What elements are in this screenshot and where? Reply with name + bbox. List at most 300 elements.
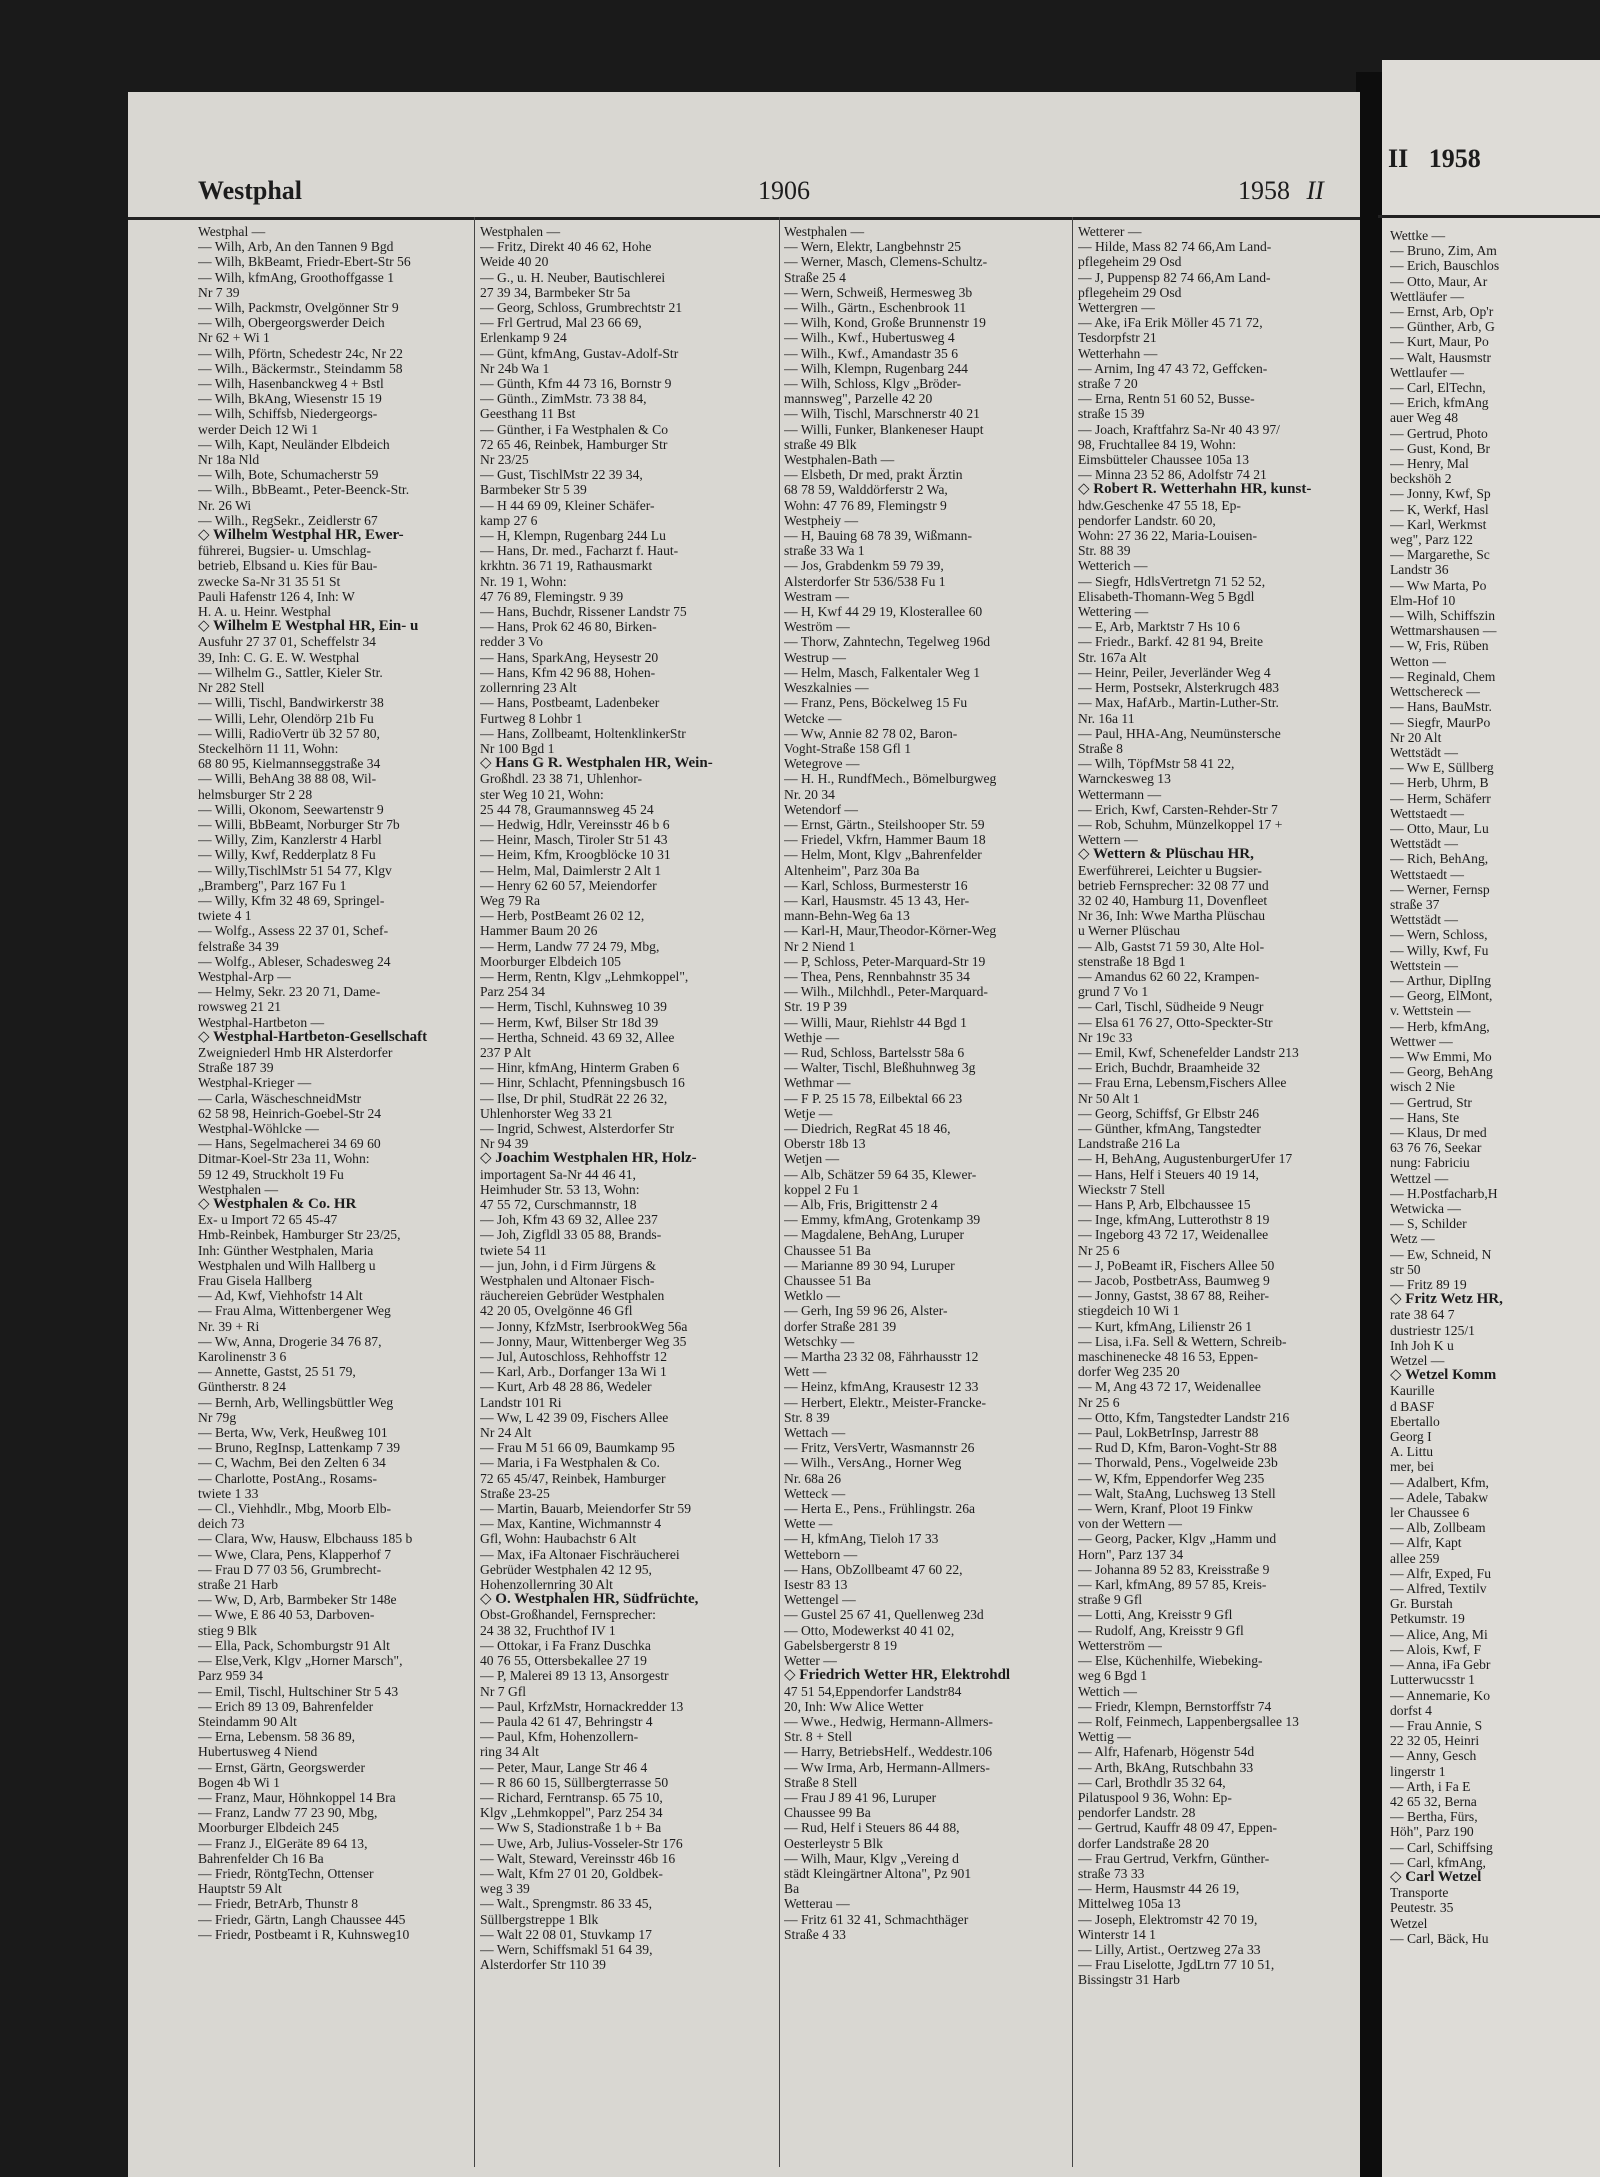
- directory-entry-line: — Ottokar, i Fa Franz Duschka: [480, 1637, 651, 1653]
- directory-entry-line: — Walt, Steward, Vereinsstr 46b 16: [480, 1850, 676, 1866]
- directory-entry-line: 39, Inh: C. G. E. W. Westphal: [198, 649, 360, 665]
- facing-page: [1382, 60, 1600, 2177]
- directory-entry-line: 40 76 55, Ottersbekallee 27 19: [480, 1653, 647, 1669]
- directory-entry-line: Wettstädt —: [1390, 912, 1458, 928]
- directory-entry-line: 47 55 72, Curschmannstr, 18: [480, 1197, 637, 1212]
- directory-entry-line: — Willi, BehAng 38 88 08, Wil-: [198, 771, 377, 787]
- directory-entry-line: dorfst 4: [1390, 1702, 1432, 1718]
- directory-entry-line: — Friedel, Vkfrn, Hammer Baum 18: [784, 832, 986, 848]
- directory-entry-line: — Ella, Pack, Schomburgstr 91 Alt: [198, 1637, 390, 1653]
- directory-entry-line: — Siegfr, HdlsVertretgn 71 52 52,: [1078, 573, 1266, 589]
- directory-entry-line: — Wilh, BkBeamt, Friedr-Ebert-Str 56: [198, 254, 411, 270]
- directory-entry-line: 59 12 49, Struckholt 19 Fu: [198, 1166, 344, 1182]
- directory-entry-line: ◇ Joachim Westphalen HR, Holz-: [480, 1151, 697, 1167]
- directory-entry-line: — Frau D 77 03 56, Grumbrecht-: [198, 1561, 382, 1577]
- directory-entry-line: — Georg, Schloss, Grumbrechtstr 21: [480, 300, 683, 316]
- directory-entry-line: Barmbeker Str 5 39: [480, 482, 587, 498]
- directory-entry-line: ◇ Westphal-Hartbeton-Gesellschaft: [198, 1029, 428, 1045]
- directory-entry-line: — Hans, Zollbeamt, HoltenklinkerStr: [480, 725, 686, 741]
- directory-entry-line: 47 51 54,Eppendorfer Landstr84: [784, 1683, 962, 1699]
- directory-entry-line: — Cl., Viehhdlr., Mbg, Moorb Elb-: [198, 1501, 392, 1517]
- directory-column-4: [1078, 224, 1358, 2164]
- directory-entry-line: Chaussee 51 Ba: [784, 1242, 871, 1258]
- directory-entry-line: Moorburger Elbdeich 245: [198, 1820, 339, 1836]
- directory-entry-line: — Fritz 89 19: [1390, 1277, 1467, 1293]
- directory-entry-line: — Else,Verk, Klgv „Horner Marsch",: [198, 1653, 403, 1669]
- directory-entry-line: Wetz —: [1390, 1231, 1435, 1247]
- directory-entry-line: Westphal-Krieger —: [198, 1075, 312, 1091]
- directory-entry-line: — Alfr, Hafenarb, Högenstr 54d: [1078, 1744, 1255, 1760]
- directory-entry-line: Ewerführerei, Leichter u Bugsier-: [1078, 862, 1262, 878]
- directory-entry-line: — Ww Marta, Po: [1390, 577, 1487, 593]
- directory-entry-line: Landstr 36: [1390, 562, 1449, 578]
- directory-entry-line: Westphalen —: [784, 224, 865, 239]
- directory-entry-line: — Willi, Lehr, Olendörp 21b Fu: [198, 710, 374, 726]
- directory-entry-line: ◇ Wetzel Komm: [1390, 1368, 1497, 1384]
- directory-entry-line: Nr 62 + Wi 1: [198, 330, 270, 346]
- directory-entry-line: maschinenecke 48 16 53, Eppen-: [1078, 1349, 1259, 1365]
- directory-entry-line: ler Chaussee 6: [1390, 1505, 1470, 1521]
- directory-entry-line: — H, Kwf 44 29 19, Klosterallee 60: [784, 604, 983, 620]
- directory-entry-line: ◇ Friedrich Wetter HR, Elektrohdl: [784, 1668, 1011, 1684]
- directory-entry-line: Wetendorf —: [784, 801, 859, 817]
- directory-entry-line: — Wilh, TöpfMstr 58 41 22,: [1078, 756, 1235, 772]
- directory-entry-line: — Helmy, Sekr. 23 20 71, Dame-: [198, 984, 381, 1000]
- directory-entry-line: Karolinenstr 3 6: [198, 1349, 287, 1365]
- directory-entry-line: Westphalen und Wilh Hallberg u: [198, 1257, 376, 1273]
- directory-entry-line: Hubertusweg 4 Niend: [198, 1744, 318, 1760]
- page-title: Westphal: [198, 176, 303, 205]
- directory-entry-line: Nr. 16a 11: [1078, 710, 1135, 726]
- directory-entry-line: Wettengel —: [784, 1592, 856, 1608]
- directory-entry-line: Süllbergstreppe 1 Blk: [480, 1911, 599, 1927]
- directory-entry-line: — Max, HafArb., Martin-Luther-Str.: [1078, 695, 1279, 711]
- facing-year: 1958: [1428, 144, 1481, 173]
- directory-entry-line: — Herm, Schäferr: [1390, 790, 1491, 806]
- directory-entry-line: Transporte: [1390, 1885, 1449, 1901]
- directory-entry-line: 20, Inh: Ww Alice Wetter: [784, 1698, 924, 1714]
- directory-entry-line: Nr 50 Alt 1: [1078, 1090, 1140, 1106]
- directory-entry-line: Straße 4 33: [784, 1926, 846, 1942]
- directory-entry-line: Winterstr 14 1: [1078, 1926, 1156, 1942]
- directory-entry-line: Nr 2 Niend 1: [784, 938, 856, 954]
- directory-entry-line: hdw.Geschenke 47 55 18, Ep-: [1078, 497, 1241, 513]
- directory-entry-line: Nr 24b Wa 1: [480, 360, 550, 376]
- directory-entry-line: — Emil, Tischl, Hultschiner Str 5 43: [198, 1683, 399, 1699]
- directory-entry-line: Straße 187 39: [198, 1060, 274, 1076]
- directory-entry-line: wisch 2 Nie: [1390, 1079, 1455, 1095]
- directory-entry-line: mann-Behn-Weg 6a 13: [784, 908, 910, 924]
- directory-entry-line: werder Deich 12 Wi 1: [198, 421, 318, 437]
- directory-entry-line: — Wilh, kfmAng, Groothoffgasse 1: [198, 269, 395, 285]
- directory-entry-line: Ausfuhr 27 37 01, Scheffelstr 34: [198, 634, 376, 650]
- directory-entry-line: — Wilh, Pförtn, Schedestr 24c, Nr 22: [198, 345, 403, 361]
- directory-entry-line: — Hans, Dr. med., Facharzt f. Haut-: [480, 543, 679, 559]
- directory-entry-line: — Erich 89 13 09, Bahrenfelder: [198, 1698, 374, 1714]
- directory-entry-line: — Herb, Uhrm, B: [1390, 775, 1489, 791]
- directory-entry-line: Geesthang 11 Bst: [480, 406, 576, 422]
- directory-entry-line: twiete 1 33: [198, 1485, 259, 1501]
- directory-entry-line: — Joh, Zigfldl 33 05 88, Brands-: [480, 1227, 662, 1243]
- directory-entry-line: helmsburger Str 2 28: [198, 786, 313, 802]
- directory-entry-line: — Ww E, Süllberg: [1390, 760, 1494, 776]
- directory-entry-line: Wetteborn —: [784, 1546, 858, 1562]
- directory-entry-line: Westphalen —: [480, 224, 561, 239]
- directory-entry-line: Westrup —: [784, 649, 846, 665]
- directory-entry-line: — Bruno, RegInsp, Lattenkamp 7 39: [198, 1440, 400, 1456]
- directory-entry-line: Westram —: [784, 588, 849, 604]
- directory-entry-line: — Wilh., Kwf., Amandastr 35 6: [784, 345, 959, 361]
- directory-entry-line: — Lilly, Artist., Oertzweg 27a 33: [1078, 1941, 1261, 1957]
- directory-entry-line: Wetje —: [784, 1105, 833, 1121]
- directory-entry-line: — Hans, Kfm 42 96 88, Hohen-: [480, 664, 656, 680]
- directory-entry-line: straße 33 Wa 1: [784, 543, 865, 559]
- directory-entry-line: — Arthur, DiplIng: [1390, 972, 1492, 988]
- directory-entry-line: — Frau M 51 66 09, Baumkamp 95: [480, 1440, 675, 1456]
- directory-entry-line: — Herm, Hausmstr 44 26 19,: [1078, 1881, 1240, 1897]
- directory-entry-line: ring 34 Alt: [480, 1744, 539, 1760]
- directory-entry-line: 98, Fruchtallee 84 19, Wohn:: [1078, 436, 1236, 452]
- directory-entry-line: — Willy, Kwf, Redderplatz 8 Fu: [198, 847, 376, 863]
- directory-entry-line: Nr. 26 Wi: [198, 497, 252, 513]
- column-divider: [1072, 217, 1073, 2167]
- directory-entry-line: — Thorwald, Pens., Vogelweide 23b: [1078, 1455, 1278, 1471]
- directory-entry-line: — Max, Kantine, Wichmannstr 4: [480, 1516, 662, 1532]
- directory-entry-line: — Wwe., Hedwig, Hermann-Allmers-: [784, 1713, 993, 1729]
- directory-entry-line: Wettermann —: [1078, 786, 1162, 802]
- directory-entry-line: Nr 79g: [198, 1409, 237, 1425]
- directory-entry-line: — Rich, BehAng,: [1390, 851, 1489, 867]
- directory-entry-line: — Alb, Zollbeam: [1390, 1520, 1486, 1536]
- directory-entry-line: deich 73: [198, 1516, 245, 1532]
- directory-entry-line: Nr 36, Inh: Wwe Martha Plüschau: [1078, 908, 1266, 924]
- directory-entry-line: — Lotti, Ang, Kreisstr 9 Gfl: [1078, 1607, 1233, 1623]
- directory-entry-line: — Gertrud, Photo: [1390, 425, 1488, 441]
- directory-entry-line: — Wilh., VersAng., Horner Weg: [784, 1455, 962, 1471]
- directory-entry-line: — Otto, Maur, Ar: [1390, 273, 1488, 289]
- directory-entry-line: — Erich, Kwf, Carsten-Rehder-Str 7: [1078, 801, 1278, 817]
- directory-entry-line: Nr 25 6: [1078, 1242, 1120, 1258]
- directory-entry-line: kamp 27 6: [480, 512, 538, 528]
- directory-entry-line: Wettich —: [1078, 1683, 1137, 1699]
- directory-entry-line: str 50: [1390, 1261, 1421, 1277]
- directory-entry-line: — Günth., ZimMstr. 73 38 84,: [480, 391, 647, 407]
- directory-entry-line: — G., u. H. Neuber, Bautischlerei: [480, 269, 666, 285]
- directory-entry-line: — Ww, D, Arb, Barmbeker Str 148e: [198, 1592, 397, 1608]
- directory-entry-line: — Wilh, Schiffsb, Niedergeorgs-: [198, 406, 378, 422]
- directory-entry-line: Wieckstr 7 Stell: [1078, 1181, 1166, 1197]
- directory-entry-line: pflegeheim 29 Osd: [1078, 284, 1182, 300]
- directory-entry-line: — Harry, BetriebsHelf., Weddestr.106: [784, 1744, 993, 1760]
- directory-entry-line: Wetjen —: [784, 1151, 840, 1167]
- directory-entry-line: — Wilh., Kwf., Hubertusweg 4: [784, 330, 955, 346]
- directory-entry-line: mer, bei: [1390, 1459, 1434, 1475]
- directory-entry-line: Obst-Großhandel, Fernsprecher:: [480, 1607, 656, 1623]
- directory-entry-line: — Fritz, VersVertr, Wasmannstr 26: [784, 1440, 975, 1456]
- directory-entry-line: — Marianne 89 30 94, Luruper: [784, 1257, 955, 1273]
- directory-entry-line: — Elsbeth, Dr med, prakt Ärztin: [784, 467, 963, 483]
- directory-entry-line: — Werner, Fernsp: [1390, 881, 1490, 897]
- directory-entry-line: — Willy, Kfm 32 48 69, Springel-: [198, 892, 385, 908]
- directory-entry-line: — Paula 42 61 47, Behringstr 4: [480, 1713, 653, 1729]
- directory-entry-line: — Jonny, Gastst, 38 67 88, Reiher-: [1078, 1288, 1270, 1304]
- directory-entry-line: Höh", Parz 190: [1390, 1824, 1474, 1840]
- directory-entry-line: — Franz J., ElGeräte 89 64 13,: [198, 1835, 368, 1851]
- directory-entry-line: — Ww Irma, Arb, Hermann-Allmers-: [784, 1759, 990, 1775]
- directory-entry-line: — Willi, Tischl, Bandwirkerstr 38: [198, 695, 384, 711]
- directory-entry-line: Heimhuder Str. 53 13, Wohn:: [480, 1181, 640, 1197]
- directory-entry-line: — H, Bauing 68 78 39, Wißmann-: [784, 528, 972, 544]
- directory-entry-line: — Alfr, Exped, Fu: [1390, 1565, 1492, 1581]
- directory-entry-line: — Willy, Kwf, Fu: [1390, 942, 1489, 958]
- directory-entry-line: H. A. u. Heinr. Westphal: [198, 604, 332, 620]
- directory-entry-line: Straße 25 4: [784, 269, 846, 285]
- directory-entry-line: Ditmar-Koel-Str 23a 11, Wohn:: [198, 1151, 370, 1167]
- directory-entry-line: Petkumstr. 19: [1390, 1611, 1465, 1627]
- directory-entry-line: straße 49 Blk: [784, 436, 857, 452]
- directory-entry-line: — Hinr, kfmAng, Hinterm Graben 6: [480, 1060, 680, 1076]
- directory-entry-line: — Reginald, Chem: [1390, 668, 1496, 684]
- directory-entry-line: Ebertallo: [1390, 1413, 1440, 1429]
- directory-entry-line: — Joach, Kraftfahrz Sa-Nr 40 43 97/: [1078, 421, 1280, 437]
- directory-entry-line: — F P. 25 15 78, Eilbektal 66 23: [784, 1090, 963, 1106]
- directory-entry-line: — Gustel 25 67 41, Quellenweg 23d: [784, 1607, 984, 1623]
- directory-entry-line: Mittelweg 105a 13: [1078, 1896, 1181, 1912]
- directory-entry-line: — Max, iFa Altonaer Fischräucherei: [480, 1546, 680, 1562]
- directory-entry-line: — Herb, kfmAng,: [1390, 1018, 1490, 1034]
- directory-entry-line: Pauli Hafenstr 126 4, Inh: W: [198, 588, 355, 604]
- directory-entry-line: — Klaus, Dr med: [1390, 1124, 1487, 1140]
- directory-entry-line: Wetterich —: [1078, 558, 1148, 574]
- directory-entry-line: — Berta, Ww, Verk, Heußweg 101: [198, 1425, 388, 1441]
- directory-entry-line: — Frau Liselotte, JgdLtrn 77 10 51,: [1078, 1957, 1275, 1973]
- directory-entry-line: twiete 4 1: [198, 908, 252, 924]
- directory-entry-line: — Heinz, kfmAng, Krausestr 12 33: [784, 1379, 979, 1395]
- directory-entry-line: — Georg, Packer, Klgv „Hamm und: [1078, 1531, 1277, 1547]
- directory-entry-line: Landstr 101 Ri: [480, 1394, 562, 1410]
- directory-entry-line: — Otto, Maur, Lu: [1390, 820, 1489, 836]
- directory-entry-line: — Clara, Ww, Hausw, Elbchauss 185 b: [198, 1531, 413, 1547]
- directory-entry-line: — Wern, Schiffsmakl 51 64 39,: [480, 1941, 653, 1957]
- directory-entry-line: dorfer Straße 281 39: [784, 1318, 897, 1334]
- directory-entry-line: Furtweg 8 Lohbr 1: [480, 710, 583, 726]
- directory-entry-line: stenstraße 18 Bgd 1: [1078, 953, 1186, 969]
- directory-entry-line: — Gerh, Ing 59 96 26, Alster-: [784, 1303, 948, 1319]
- directory-entry-line: Nr 19c 33: [1078, 1029, 1133, 1045]
- directory-entry-line: — Kurt, kfmAng, Lilienstr 26 1: [1078, 1318, 1253, 1334]
- directory-entry-line: Wetton —: [1390, 653, 1446, 669]
- directory-entry-line: ◇ Carl Wetzel: [1390, 1869, 1482, 1885]
- directory-entry-line: — Wern, Schweiß, Hermesweg 3b: [784, 284, 973, 300]
- directory-entry-line: — Adalbert, Kfm,: [1390, 1474, 1489, 1490]
- directory-entry-line: — Adele, Tabakw: [1390, 1489, 1489, 1505]
- directory-entry-line: — Ingrid, Schwest, Alsterdorfer Str: [480, 1120, 675, 1136]
- directory-entry-line: Hohenzollernring 30 Alt: [480, 1577, 613, 1593]
- directory-entry-line: Tesdorpfstr 21: [1078, 330, 1157, 346]
- directory-entry-line: ◇ Wilhelm E Westphal HR, Ein- u: [198, 619, 419, 635]
- directory-entry-line: — Wilh, Arb, An den Tannen 9 Bgd: [198, 239, 394, 255]
- directory-entry-line: — Bertha, Fürs,: [1390, 1809, 1478, 1825]
- directory-entry-line: — M, Ang 43 72 17, Weidenallee: [1078, 1379, 1261, 1395]
- directory-entry-line: — Wilh, Schiffszin: [1390, 608, 1496, 624]
- directory-entry-line: — Arth, BkAng, Rutschbahn 33: [1078, 1759, 1254, 1775]
- directory-entry-line: — Karl, kfmAng, 89 57 85, Kreis-: [1078, 1577, 1267, 1593]
- directory-entry-line: straße 37: [1390, 896, 1440, 912]
- directory-entry-line: — Elsa 61 76 27, Otto-Speckter-Str: [1078, 1014, 1273, 1030]
- directory-entry-line: — Willi, Okonom, Seewartenstr 9: [198, 801, 384, 817]
- directory-entry-line: — Wolfg., Assess 22 37 01, Schef-: [198, 923, 389, 939]
- directory-entry-line: ◇ Hans G R. Westphalen HR, Wein-: [480, 756, 713, 772]
- directory-entry-line: — Wilh, Klempn, Rugenbarg 244: [784, 360, 968, 376]
- directory-entry-line: — Wilh, Packmstr, Ovelgönner Str 9: [198, 300, 399, 316]
- directory-entry-line: Nr 20 Alt: [1390, 729, 1442, 745]
- directory-entry-line: — Carl, kfmAng,: [1390, 1854, 1486, 1870]
- directory-entry-line: Westphal-Arp —: [198, 968, 291, 984]
- directory-entry-line: — Walt., Sprengmstr. 86 33 45,: [480, 1896, 652, 1912]
- directory-entry-line: — H, BehAng, AugustenburgerUfer 17: [1078, 1151, 1293, 1167]
- directory-entry-line: Wetzel: [1390, 1915, 1428, 1931]
- directory-entry-line: — Karl, Arb., Dorfanger 13a Wi 1: [480, 1364, 667, 1380]
- directory-entry-line: Nr 24 Alt: [480, 1425, 532, 1441]
- directory-entry-line: — Gertrud, Str: [1390, 1094, 1472, 1110]
- directory-entry-line: — J, PoBeamt iR, Fischers Allee 50: [1078, 1257, 1275, 1273]
- directory-entry-line: 42 20 05, Ovelgönne 46 Gfl: [480, 1303, 633, 1319]
- directory-entry-line: — Gust, Kond, Br: [1390, 440, 1491, 456]
- directory-entry-line: u Werner Plüschau: [1078, 923, 1181, 939]
- directory-entry-line: grund 7 Vo 1: [1078, 984, 1149, 1000]
- directory-entry-line: — Kurt, Arb 48 28 86, Wedeler: [480, 1379, 652, 1395]
- directory-entry-line: städt Kleingärtner Altona", Pz 901: [784, 1865, 972, 1881]
- directory-entry-line: — Rud D, Kfm, Baron-Voght-Str 88: [1078, 1440, 1277, 1456]
- directory-entry-line: Str. 88 39: [1078, 543, 1131, 559]
- directory-entry-line: — Rolf, Feinmech, Lappenbergsallee 13: [1078, 1713, 1299, 1729]
- directory-entry-line: Bissingstr 31 Harb: [1078, 1972, 1180, 1988]
- directory-entry-line: Oberstr 18b 13: [784, 1136, 866, 1152]
- directory-entry-line: Chaussee 99 Ba: [784, 1805, 871, 1821]
- directory-entry-line: straße 21 Harb: [198, 1577, 279, 1593]
- directory-entry-line: Hammer Baum 20 26: [480, 923, 598, 939]
- directory-entry-line: — Ew, Schneid, N: [1390, 1246, 1492, 1262]
- directory-entry-line: — Else, Küchenhilfe, Wiebeking-: [1078, 1653, 1263, 1669]
- directory-entry-line: — Helm, Masch, Falkentaler Weg 1: [784, 664, 981, 680]
- directory-entry-line: — Wern, Elektr, Langbehnstr 25: [784, 239, 962, 255]
- directory-entry-line: dorfer Weg 235 20: [1078, 1364, 1180, 1380]
- directory-entry-line: Güntherstr. 8 24: [198, 1379, 286, 1395]
- directory-entry-line: Wettläufer —: [1390, 288, 1465, 304]
- directory-entry-line: — Rudolf, Ang, Kreisstr 9 Gfl: [1078, 1622, 1244, 1638]
- directory-entry-line: — Willi, Funker, Blankeneser Haupt: [784, 421, 984, 437]
- directory-entry-line: — Karl, Schloss, Burmesterstr 16: [784, 877, 968, 893]
- directory-entry-line: Alsterdorfer Str 110 39: [480, 1957, 606, 1973]
- directory-entry-line: — Charlotte, PostAng., Rosams-: [198, 1470, 377, 1486]
- directory-entry-line: stieg 9 Blk: [198, 1622, 257, 1638]
- directory-entry-line: straße 9 Gfl: [1078, 1592, 1143, 1608]
- directory-entry-line: Wettzel —: [1390, 1170, 1449, 1186]
- directory-entry-line: rowsweg 21 21: [198, 999, 282, 1015]
- directory-entry-line: führerei, Bugsier- u. Umschlag-: [198, 543, 371, 559]
- directory-entry-line: Gr. Burstah: [1390, 1596, 1453, 1612]
- directory-entry-line: ◇ Wilhelm Westphal HR, Ewer-: [198, 528, 404, 544]
- directory-entry-line: — Günther, kfmAng, Tangstedter: [1078, 1120, 1261, 1136]
- directory-entry-line: — Hedwig, Hdlr, Vereinsstr 46 b 6: [480, 816, 670, 832]
- directory-entry-line: — Wilh, Maur, Klgv „Vereing d: [784, 1850, 959, 1866]
- directory-entry-line: — Friedr, BetrArb, Thunstr 8: [198, 1896, 359, 1912]
- directory-entry-line: — Martin, Bauarb, Meiendorfer Str 59: [480, 1501, 692, 1517]
- directory-entry-line: Steindamm 90 Alt: [198, 1713, 297, 1729]
- directory-entry-line: — Jos, Grabdenkm 59 79 39,: [784, 558, 944, 574]
- directory-entry-line: — Friedr., Barkf. 42 81 94, Breite: [1078, 634, 1263, 650]
- directory-entry-line: beckshöh 2: [1390, 471, 1452, 487]
- column-divider: [474, 217, 475, 2167]
- directory-entry-line: Bogen 4b Wi 1: [198, 1774, 280, 1790]
- directory-entry-line: — Franz, Landw 77 23 90, Mbg,: [198, 1805, 378, 1821]
- directory-entry-line: — Paul, LokBetrInsp, Jarrestr 88: [1078, 1425, 1259, 1441]
- directory-entry-line: — Rud, Helf i Steuers 86 44 88,: [784, 1820, 960, 1836]
- directory-entry-line: Erlenkamp 9 24: [480, 330, 567, 346]
- directory-entry-line: — Wern, Schloss,: [1390, 927, 1488, 943]
- directory-entry-line: Nr 23/25: [480, 452, 529, 468]
- directory-entry-line: — Willy, Zim, Kanzlerstr 4 Harbl: [198, 832, 382, 848]
- directory-entry-line: — Emil, Kwf, Schenefelder Landstr 213: [1078, 1044, 1299, 1060]
- directory-entry-line: — Wilhelm G., Sattler, Kieler Str.: [198, 664, 383, 680]
- directory-entry-line: Westphalen-Bath —: [784, 452, 895, 468]
- directory-entry-line: — Magdalene, BehAng, Luruper: [784, 1227, 965, 1243]
- directory-entry-line: auer Weg 48: [1390, 410, 1459, 426]
- directory-entry-line: Weg 79 Ra: [480, 892, 541, 908]
- directory-entry-line: — H.Postfacharb,H: [1390, 1185, 1498, 1201]
- directory-entry-line: Parz 254 34: [480, 984, 545, 1000]
- directory-entry-line: — Helm, Mal, Daimlerstr 2 Alt 1: [480, 862, 662, 878]
- directory-entry-line: Wett —: [784, 1364, 827, 1380]
- directory-entry-line: Wetwicka —: [1390, 1201, 1462, 1216]
- directory-entry-line: 72 65 46, Reinbek, Hamburger Str: [480, 436, 668, 452]
- directory-entry-line: — Heim, Kfm, Kroogblöcke 10 31: [480, 847, 671, 863]
- directory-entry-line: — Erich, Bauschlos: [1390, 258, 1500, 274]
- directory-entry-line: — Annemarie, Ko: [1390, 1687, 1491, 1703]
- directory-entry-line: Gebrüder Westphalen 42 12 95,: [480, 1561, 652, 1577]
- directory-entry-line: 63 76 76, Seekar: [1390, 1140, 1482, 1156]
- directory-entry-line: Nr 7 39: [198, 284, 240, 300]
- directory-entry-line: — Wilh., Bäckermstr., Steindamm 58: [198, 360, 403, 376]
- directory-entry-line: — Anny, Gesch: [1390, 1748, 1477, 1764]
- directory-entry-line: — Wern, Kranf, Ploot 19 Finkw: [1078, 1501, 1253, 1517]
- directory-entry-line: Wettstädt —: [1390, 744, 1458, 760]
- directory-entry-line: — Willi, BbBeamt, Norburger Str 7b: [198, 816, 400, 832]
- directory-entry-line: — Alice, Ang, Mi: [1390, 1626, 1488, 1642]
- facing-header-rule: [1378, 215, 1600, 218]
- directory-entry-line: — Uwe, Arb, Julius-Vosseler-Str 176: [480, 1835, 683, 1851]
- directory-entry-line: v. Wettstein —: [1390, 1003, 1471, 1019]
- directory-entry-line: Wethmar —: [784, 1075, 851, 1091]
- directory-entry-line: Straße 23-25: [480, 1485, 550, 1501]
- directory-entry-line: Voght-Straße 158 Gfl 1: [784, 740, 911, 756]
- directory-entry-line: — P, Malerei 89 13 13, Ansorgestr: [480, 1668, 669, 1684]
- directory-entry-line: Wettstaedt —: [1390, 866, 1465, 882]
- directory-entry-line: — R 86 60 15, Süllbergterrasse 50: [480, 1774, 669, 1790]
- directory-entry-line: Uhlenhorster Weg 33 21: [480, 1105, 613, 1121]
- directory-entry-line: — Margarethe, Sc: [1390, 547, 1490, 563]
- directory-entry-line: — Werner, Masch, Clemens-Schultz-: [784, 254, 988, 270]
- directory-entry-line: Wetklo —: [784, 1288, 840, 1304]
- directory-entry-line: — Diedrich, RegRat 45 18 46,: [784, 1120, 951, 1136]
- directory-entry-line: Parz 959 34: [198, 1668, 263, 1684]
- directory-entry-line: — Herta E., Pens., Frühlingstr. 26a: [784, 1501, 976, 1517]
- directory-entry-line: — Lisa, i.Fa. Sell & Wettern, Schreib-: [1078, 1333, 1287, 1349]
- directory-entry-line: Str. 167a Alt: [1078, 649, 1147, 665]
- directory-entry-line: Wettern —: [1078, 832, 1138, 848]
- directory-entry-line: betrieb, Elbsand u. Kies für Bau-: [198, 558, 378, 574]
- directory-entry-line: Westphal-Wöhlcke —: [198, 1120, 319, 1136]
